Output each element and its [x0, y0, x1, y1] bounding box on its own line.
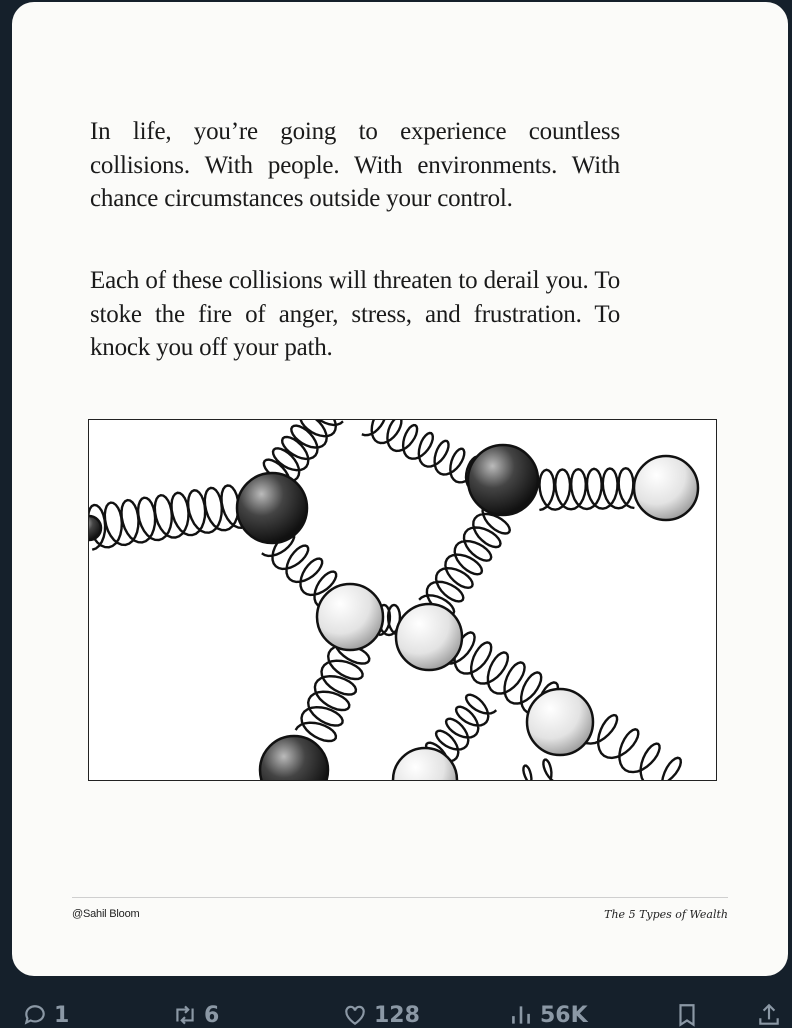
retweet-icon [172, 1002, 198, 1028]
footer-divider [72, 897, 728, 898]
dark-ball [237, 473, 307, 543]
retweet-button[interactable] [172, 1002, 219, 1028]
spring [583, 715, 681, 781]
bookmark-button[interactable] [674, 1002, 700, 1028]
light-ball [634, 456, 698, 520]
retweet-count: 6 [204, 1002, 220, 1028]
light-ball [317, 584, 383, 650]
spring [89, 486, 242, 550]
springs-and-balls-illustration [88, 419, 717, 781]
views-icon [508, 1002, 534, 1028]
post-image-card[interactable] [12, 2, 788, 976]
views-count: 56K [540, 1002, 588, 1028]
light-ball [393, 748, 457, 781]
reply-button[interactable] [22, 1002, 69, 1028]
spring [362, 420, 480, 489]
spring [419, 505, 510, 615]
light-ball [396, 604, 462, 670]
book-title: The 5 Types of Wealth [604, 908, 728, 921]
like-icon [342, 1002, 368, 1028]
spring [539, 468, 634, 510]
author-handle: @Sahil Bloom [72, 908, 140, 920]
illustration-svg [89, 420, 717, 781]
light-ball [527, 689, 593, 755]
spring [296, 637, 370, 741]
like-count: 128 [374, 1002, 420, 1028]
reply-icon [22, 1002, 48, 1028]
tweet-action-bar [0, 990, 792, 1028]
reply-count: 1 [54, 1002, 70, 1028]
paragraph-2: Each of these collisions will threaten to derail you. To stoke the fire of anger, stress, and frustration. To knock you off your path. [90, 267, 620, 361]
like-button[interactable] [342, 1002, 420, 1028]
dark-ball [468, 445, 538, 515]
share-icon [756, 1002, 782, 1028]
share-button[interactable] [756, 1002, 782, 1028]
spring [523, 760, 563, 781]
paragraph-1: In life, you’re going to experience countless collisions. With people. With environments. With chance circumstances outside your control. [90, 118, 620, 212]
bookmark-icon [674, 1002, 700, 1028]
dark-ball [260, 736, 328, 781]
views-button[interactable] [508, 1002, 588, 1028]
dark-ball [89, 516, 101, 540]
